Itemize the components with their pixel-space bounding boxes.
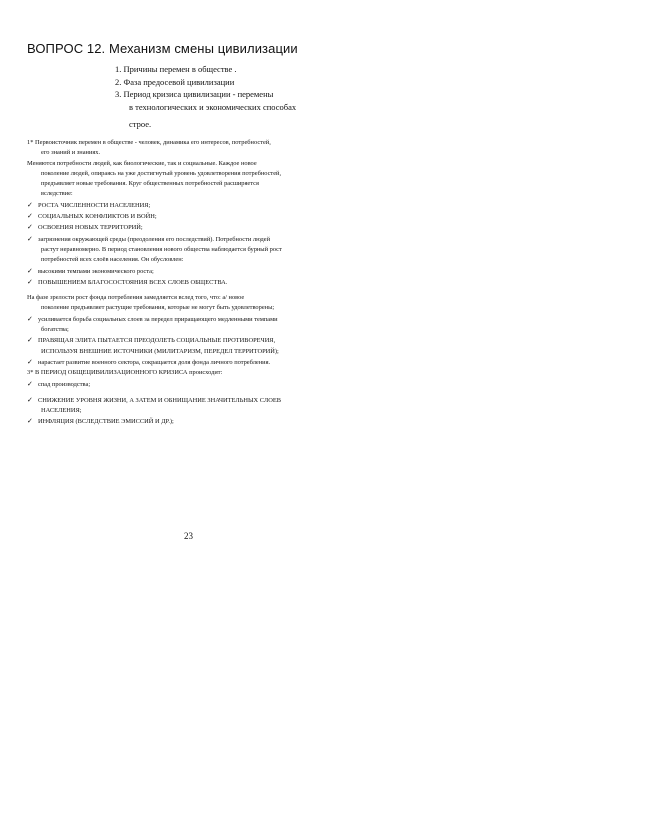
- bullet-item: [27, 395, 347, 406]
- checkmark-icon: ✓: [27, 277, 33, 286]
- checkmark-icon: ✓: [27, 212, 33, 221]
- checkmark-icon: ✓: [27, 395, 33, 404]
- paragraph-continuation: НАСЕЛЕНИЯ;: [41, 407, 82, 415]
- paragraph-continuation: поколение предъявляет растущие требования, которые не могут быть удовлетворены;: [41, 304, 275, 312]
- checkmark-icon: ✓: [27, 266, 33, 275]
- bullet-item: [27, 200, 347, 211]
- paragraph-line: 1* Первоисточник перемен в обществе - человек, динамика его интересов, потребностей,: [27, 139, 271, 146]
- paragraph-continuation: предъявляет новые требования. Круг общественных потребностей расширяется: [41, 180, 259, 188]
- bullet-item: [27, 222, 347, 233]
- plan-item: 1. Причины перемен в обществе .: [115, 64, 237, 74]
- bullet-item: [27, 277, 347, 288]
- bullet-text: высокими темпами экономического роста;: [38, 267, 154, 275]
- bullet-text: СОЦИАЛЬНЫХ КОНФЛИКТОВ И ВОЙН;: [38, 213, 157, 221]
- checkmark-icon: ✓: [27, 314, 33, 323]
- paragraph-continuation: его знаний и знаниях.: [41, 149, 101, 157]
- paragraph-continuation: ИСПОЛЬЗУЯ ВНЕШНИЕ ИСТОЧНИКИ (МИЛИТАРИЗМ, ПЕРЕДЕЛ ТЕРРИТОРИЙ);: [41, 347, 279, 355]
- bullet-text: РОСТА ЧИСЛЕННОСТИ НАСЕЛЕНИЯ;: [38, 201, 151, 209]
- paragraph-line: На фазе зрелости рост фонда потребления замедляется вслед того, что: а/ новое: [27, 294, 245, 302]
- bullet-text: СНИЖЕНИЕ УРОВНЯ ЖИЗНИ, А ЗАТЕМ И ОБНИЩАНИЕ ЗНАЧИТЕЛЬНЫХ СЛОЕВ: [38, 396, 281, 404]
- body-text: [27, 138, 347, 428]
- checkmark-icon: ✓: [27, 200, 33, 209]
- page-number: 23: [184, 531, 193, 541]
- bullet-item: [27, 314, 347, 325]
- paragraph-continuation: вследствие:: [41, 190, 73, 198]
- bullet-text: нарастает развитие военного сектора, сокращается доля фонда личного потребления.: [38, 358, 271, 366]
- bullet-item: [27, 335, 347, 346]
- checkmark-icon: ✓: [27, 357, 33, 366]
- bullet-item: [27, 266, 347, 277]
- paragraph-continuation: растут неравномерно. В период становления нового общества наблюдается бурный рост: [41, 245, 282, 253]
- plan-item-continuation: в технологических и экономических способах: [129, 101, 297, 112]
- plan-subtext: строе.: [129, 119, 152, 129]
- bullet-text: ПОВЫШЕНИЕМ БЛАГОСОСТОЯНИЯ ВСЕХ СЛОЕВ ОБЩЕСТВА.: [38, 278, 228, 286]
- checkmark-icon: ✓: [27, 234, 33, 243]
- bullet-text: спад производства;: [38, 380, 91, 388]
- bullet-text: ОСВОЕНИЯ НОВЫХ ТЕРРИТОРИЙ;: [38, 224, 143, 232]
- paragraph-continuation: поколение людей, опираясь на уже достигнутый уровень удовлетворения потребностей,: [41, 169, 282, 177]
- paragraph-line: 3* В ПЕРИОД ОБЩЕЦИВИЛИЗАЦИОННОГО КРИЗИСА происходит:: [27, 369, 223, 377]
- paragraph-continuation: богатства;: [41, 326, 69, 334]
- bullet-text: ИНФЛЯЦИЯ (ВСЛЕДСТВИЕ ЭМИССИЙ И ДР.);: [38, 418, 174, 426]
- checkmark-icon: ✓: [27, 336, 33, 345]
- page-title: ВОПРОС 12. Механизм смены цивилизации: [27, 41, 298, 56]
- checkmark-icon: ✓: [27, 223, 33, 232]
- checkmark-icon: ✓: [27, 379, 33, 388]
- bullet-text: ПРАВЯЩАЯ ЭЛИТА ПЫТАЕТСЯ ПРЕОДОЛЕТЬ СОЦИАЛЬНЫЕ ПРОТИВОРЕЧИЯ,: [38, 337, 276, 345]
- bullet-text: усиливается борьба социальных слоев за передел приращающего медленными темпами: [38, 315, 278, 323]
- bullet-text: загрязнения окружающей среды (преодоления его последствий). Потребности людей: [38, 235, 271, 243]
- bullet-item: [27, 416, 347, 427]
- bullet-item: [27, 379, 347, 390]
- paragraph-line: Меняются потребности людей, как биологические, так и социальные. Каждое новое: [27, 159, 257, 167]
- paragraph-continuation: потребностей всех слоёв населения. Он обусловлен:: [41, 256, 184, 264]
- bullet-item: [27, 357, 347, 368]
- checkmark-icon: ✓: [27, 417, 33, 426]
- plan-item: 3. Период кризиса цивилизации - перемены: [115, 89, 274, 99]
- plan-item: 2. Фаза предосевой цивилизации: [115, 76, 235, 87]
- bullet-item: [27, 211, 347, 222]
- plan-list: [115, 63, 296, 131]
- bullet-item: [27, 234, 347, 245]
